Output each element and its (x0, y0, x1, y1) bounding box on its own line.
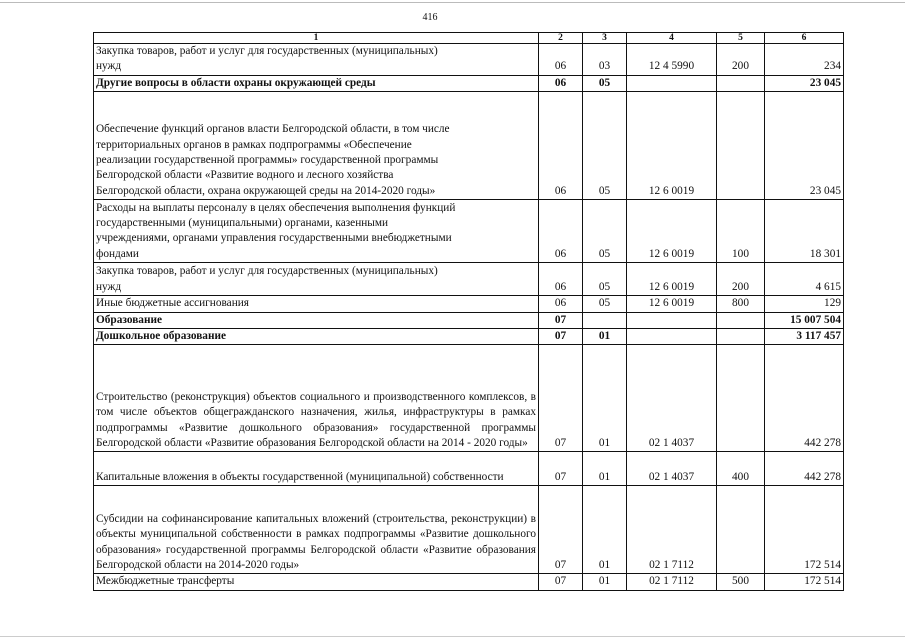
row-subsection (583, 312, 627, 328)
table-row (94, 200, 844, 263)
row-amount: 172 514 (765, 574, 844, 590)
header-col-2: 2 (539, 33, 583, 44)
row-target-article (627, 329, 717, 345)
row-section: 06 (539, 92, 583, 200)
row-amount: 4 615 (765, 263, 844, 296)
row-section: 06 (539, 44, 583, 76)
row-target-article (627, 312, 717, 328)
row-section: 07 (539, 312, 583, 328)
row-subsection: 05 (583, 263, 627, 296)
table-row (94, 452, 844, 486)
row-section: 07 (539, 486, 583, 574)
scan-edge-top (0, 2, 905, 3)
table-row (94, 75, 844, 91)
row-subsection: 05 (583, 92, 627, 200)
row-expense-type (717, 329, 765, 345)
row-amount: 15 007 504 (765, 312, 844, 328)
row-name: Образование (94, 312, 539, 328)
row-subsection: 05 (583, 200, 627, 263)
row-subsection: 01 (583, 486, 627, 574)
table-row (94, 263, 844, 296)
row-amount: 129 (765, 296, 844, 312)
row-expense-type (717, 92, 765, 200)
row-name: Дошкольное образование (94, 329, 539, 345)
scan-edge-bottom (0, 636, 905, 637)
row-amount: 172 514 (765, 486, 844, 574)
row-subsection: 01 (583, 452, 627, 486)
row-subsection: 01 (583, 329, 627, 345)
row-section: 07 (539, 329, 583, 345)
row-amount: 18 301 (765, 200, 844, 263)
table-row (94, 329, 844, 345)
page-number: 416 (422, 12, 438, 23)
row-expense-type: 400 (717, 452, 765, 486)
row-amount: 442 278 (765, 452, 844, 486)
row-name: Субсидии на софинансирование капитальных вложений (строительства, реконструкции) в объекты муниципальной собственности в рамках подпрограммы «Развитие дошкольного образования» государственной программы Белгородской области «Развитие образования Белгородской области на 2014-2020 годы» (94, 486, 539, 574)
row-amount: 3 117 457 (765, 329, 844, 345)
row-section: 06 (539, 296, 583, 312)
row-target-article: 02 1 4037 (627, 452, 717, 486)
row-target-article: 12 4 5990 (627, 44, 717, 76)
row-target-article (627, 75, 717, 91)
row-amount: 234 (765, 44, 844, 76)
row-section: 06 (539, 263, 583, 296)
row-target-article: 12 6 0019 (627, 263, 717, 296)
header-col-1: 1 (94, 33, 539, 44)
row-target-article: 02 1 4037 (627, 345, 717, 452)
row-expense-type: 800 (717, 296, 765, 312)
table-row (94, 486, 844, 574)
row-section: 07 (539, 452, 583, 486)
header-col-3: 3 (583, 33, 627, 44)
row-amount: 23 045 (765, 92, 844, 200)
table-row (94, 296, 844, 312)
table-row (94, 92, 844, 200)
row-section: 06 (539, 75, 583, 91)
row-target-article: 12 6 0019 (627, 92, 717, 200)
row-section: 07 (539, 574, 583, 590)
header-row (94, 33, 844, 44)
header-col-4: 4 (627, 33, 717, 44)
row-name: Другие вопросы в области охраны окружающей среды (94, 75, 539, 91)
table-row (94, 312, 844, 328)
header-col-5: 5 (717, 33, 765, 44)
row-target-article: 02 1 7112 (627, 574, 717, 590)
table-row (94, 44, 844, 76)
row-name: Иные бюджетные ассигнования (94, 296, 539, 312)
row-subsection: 01 (583, 574, 627, 590)
row-name: Строительство (реконструкция) объектов социального и производственного комплексов, в том числе объектов общегражданского назначения, жилья, инфраструктуры в рамках подпрограммы «Развитие дошкольного образования» государственной программы Белгородской области «Развитие образования Белгородской области на 2014 - 2020 годы» (94, 345, 539, 452)
row-section: 07 (539, 345, 583, 452)
row-subsection: 05 (583, 296, 627, 312)
row-target-article: 02 1 7112 (627, 486, 717, 574)
table-row (94, 345, 844, 452)
header-col-6: 6 (765, 33, 844, 44)
row-expense-type (717, 75, 765, 91)
row-target-article: 12 6 0019 (627, 296, 717, 312)
row-expense-type (717, 486, 765, 574)
row-name: Межбюджетные трансферты (94, 574, 539, 590)
row-name: Капитальные вложения в объекты государственной (муниципальной) собственности (94, 452, 539, 486)
row-name: Расходы на выплаты персоналу в целях обеспечения выполнения функций государственными (муниципальными) органами, казенными учреждениями, органами управления государственными внебюджетными фондами (94, 200, 539, 263)
row-subsection: 01 (583, 345, 627, 452)
row-expense-type: 200 (717, 44, 765, 76)
row-name: Обеспечение функций органов власти Белгородской области, в том числе территориальных органов в рамках подпрограммы «Обеспечение реализации государственной программы» государственной программы Белгородской области «Развитие водного и лесного хозяйства Белгородской области, охрана окружающей среды на 2014-2020 годы» (94, 92, 539, 200)
row-subsection: 05 (583, 75, 627, 91)
row-name: Закупка товаров, работ и услуг для государственных (муниципальных) нужд (94, 263, 539, 296)
row-section: 06 (539, 200, 583, 263)
row-amount: 23 045 (765, 75, 844, 91)
row-expense-type: 100 (717, 200, 765, 263)
row-expense-type (717, 345, 765, 452)
row-subsection: 03 (583, 44, 627, 76)
row-expense-type (717, 312, 765, 328)
row-expense-type: 200 (717, 263, 765, 296)
table-row (94, 574, 844, 590)
row-target-article: 12 6 0019 (627, 200, 717, 263)
row-amount: 442 278 (765, 345, 844, 452)
row-name: Закупка товаров, работ и услуг для государственных (муниципальных) нужд (94, 44, 539, 76)
row-expense-type: 500 (717, 574, 765, 590)
budget-table (93, 32, 844, 591)
